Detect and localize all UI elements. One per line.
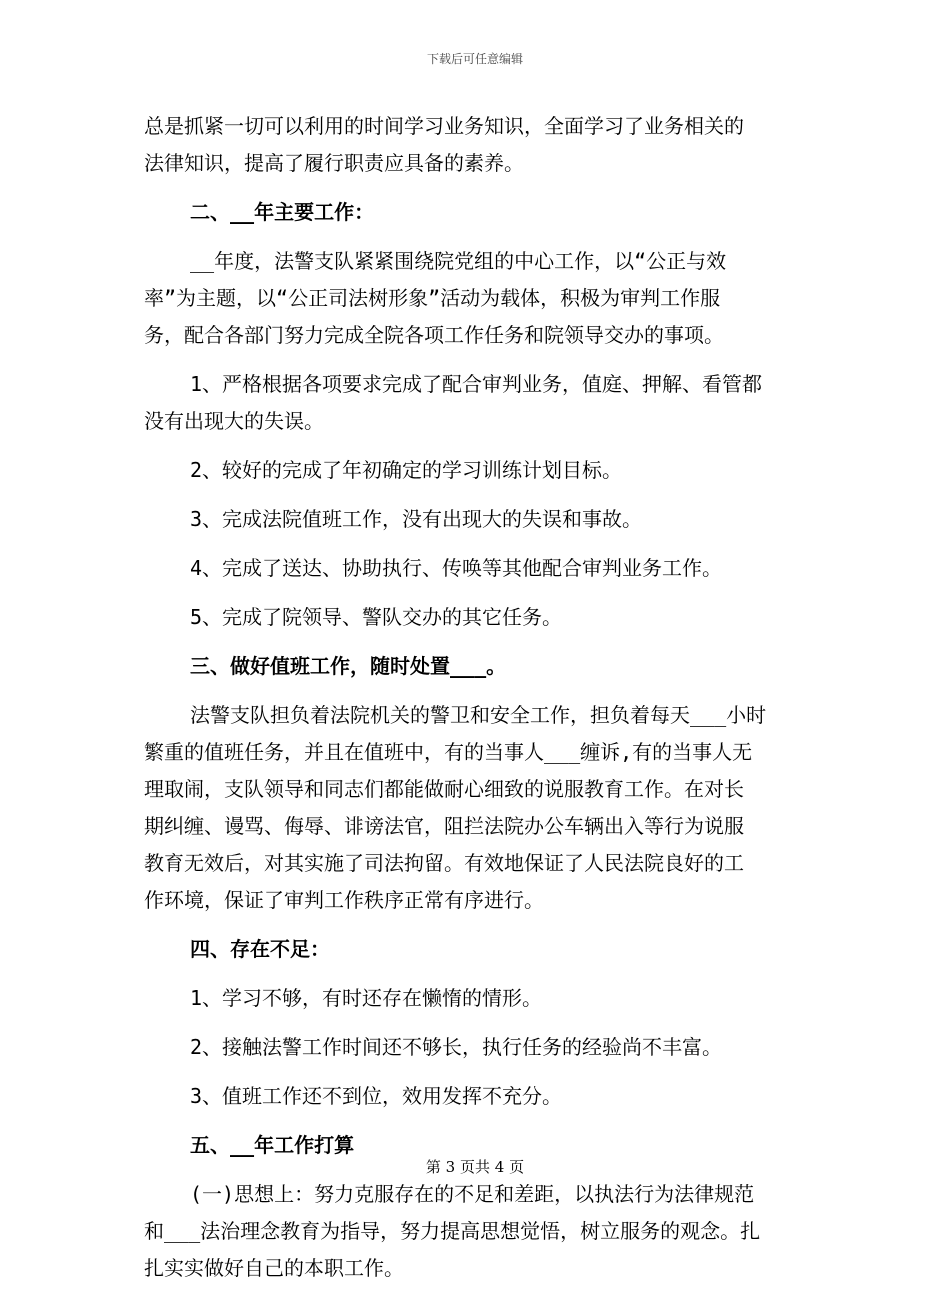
text-line: 理取闹，支队领导和同志们都能做耐心细致的说服教育工作。在对长 [144,777,744,801]
paragraph-duty [144,697,808,919]
section-heading-shortcomings: 四、存在不足： [190,937,330,961]
text-line: 期纠缠、谩骂、侮辱、诽谤法官，阻拦法院办公车辆出入等行为说服 [144,814,744,838]
list-item-3: 3、完成法院值班工作，没有出现大的失误和事故。 [190,507,643,531]
text-line: 法警支队担负着法院机关的警卫和安全工作，担负着每天___小时 [190,703,767,727]
text-line: 总是抓紧一切可以利用的时间学习业务知识，全面学习了业务相关的 [144,114,744,138]
text-line: 和___法治理念教育为指导，努力提高思想觉悟，树立服务的观念。扎 [144,1219,761,1243]
text-line: __年度，法警支队紧紧围绕院党组的中心工作，以“公正与效 [190,249,727,273]
text-line: 务，配合各部门努力完成全院各项工作任务和院领导交办的事项。 [144,323,724,347]
list-item-2: 2、较好的完成了年初确定的学习训练计划目标。 [190,458,623,482]
list-item-1 [144,366,808,440]
paragraph-study [144,108,808,182]
page-header: 下载后可任意编辑 [426,52,523,66]
section-heading-duty: 三、做好值班工作，随时处置___。 [190,654,507,678]
text-line: 扎实实做好自己的本职工作。 [144,1256,404,1280]
text-line: (一)思想上：努力克服存在的不足和差距，以执法行为法律规范 [190,1182,755,1206]
text-line: 率”为主题，以“公正司法树形象”活动为载体，积极为审判工作服 [144,286,721,310]
text-line: 繁重的值班任务，并且在值班中，有的当事人___缠诉,有的当事人无 [144,740,753,764]
list-item-5: 5、完成了院领导、警队交办的其它任务。 [190,605,563,629]
page-footer: 第 3 页共 4 页 [425,1158,525,1176]
text-line: 1、严格根据各项要求完成了配合审判业务，值庭、押解、看管都 [190,372,763,396]
text-line: 法律知识，提高了履行职责应具备的素养。 [144,151,524,175]
section-heading-main-work: 二、__年主要工作： [190,200,375,224]
section-heading-plan: 五、__年工作打算 [190,1133,355,1157]
shortcoming-item-3: 3、值班工作还不到位，效用发挥不充分。 [190,1084,563,1108]
shortcoming-item-1: 1、学习不够，有时还存在懒惰的情形。 [190,986,543,1010]
paragraph-plan-thought [144,1176,808,1287]
document-body [144,108,808,1299]
text-line: 没有出现大的失误。 [144,409,324,433]
text-line: 教育无效后，对其实施了司法拘留。有效地保证了人民法院良好的工 [144,851,744,875]
text-line: 作环境，保证了审判工作秩序正常有序进行。 [144,888,544,912]
paragraph-annual-overview [144,243,808,354]
list-item-4: 4、完成了送达、协助执行、传唤等其他配合审判业务工作。 [190,556,723,580]
shortcoming-item-2: 2、接触法警工作时间还不够长，执行任务的经验尚不丰富。 [190,1035,723,1059]
